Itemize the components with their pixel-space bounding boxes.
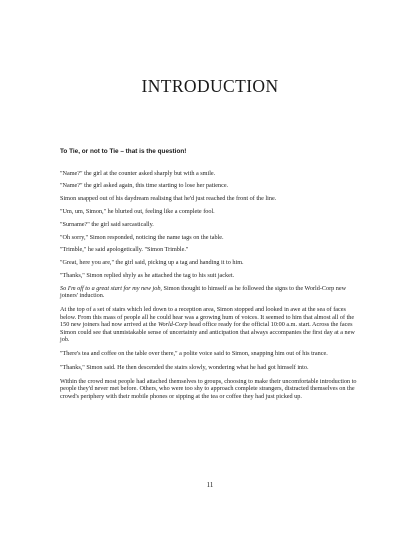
paragraph: "Great, here you are," the girl said, picking up a tag and handing it to him.	[60, 259, 244, 267]
paragraph: "There's tea and coffee on the table over there," a polite voice said to Simon, snapping him out of his trance.	[60, 350, 328, 358]
paragraph: "Thanks," Simon said. He then descended the stairs slowly, wondering what he had got himself into.	[60, 363, 309, 371]
paragraph: Simon snapped out of his daydream realising that he'd just reached the front of the line.	[60, 195, 277, 203]
page-number: 11	[206, 481, 214, 489]
thought-rest: Simon thought to himself as he followed the signs to the World-Corp new joiners' induction.	[60, 284, 347, 300]
thought-italic: So I'm off to a great start for my new job,	[60, 284, 162, 292]
paragraph: "Thanks," Simon replied shyly as he attached the tag to his suit jacket.	[60, 271, 235, 279]
chapter-body	[60, 148, 360, 407]
paragraph-thought	[60, 285, 360, 300]
paragraph: "Name?" the girl asked again, this time starting to lose her patience.	[60, 182, 229, 190]
paragraph: "Trimble," he said apologetically. "Simon Trimble."	[60, 246, 189, 254]
paragraph: Within the crowd most people had attached themselves to groups, choosing to make their uncomfortable introduction to people they'd never met before. Others, who were too shy to approach complete strangers, distracted themselves on the crowd's periphery with their mobile phones or sipping at the tea or coffee they had just picked up.	[60, 377, 357, 400]
chapter-title: INTRODUCTION	[141, 76, 279, 96]
section-subheading: To Tie, or not to Tie – that is the question!	[60, 148, 187, 155]
paragraph: "Surname?" the girl said sarcastically.	[60, 220, 154, 228]
paragraph: "Oh sorry," Simon responded, noticing the name tags on the table.	[60, 233, 224, 241]
stairs-before: At the top of a set of stairs which led down to a reception area, Simon stopped and looked in awe at the sea of faces below. From this mass of people all he could hear was a growing hum of voices. It seemed to him that almost all of the 150 new joiners had now arrived at the	[60, 306, 355, 329]
paragraph: "Name?" the girl at the counter asked sharply but with a smile.	[60, 169, 216, 177]
paragraph: "Um, um, Simon," he blurted out, feeling like a complete fool.	[60, 207, 215, 215]
stairs-after: head office ready for the official 10:00 a.m. start. Across the faces Simon could see that unmistakable sense of uncertainty and anticipation that always accompanies the first day at a new job.	[60, 321, 355, 344]
paragraph-stairs	[60, 306, 360, 344]
stairs-italic: World-Corp	[157, 321, 188, 329]
